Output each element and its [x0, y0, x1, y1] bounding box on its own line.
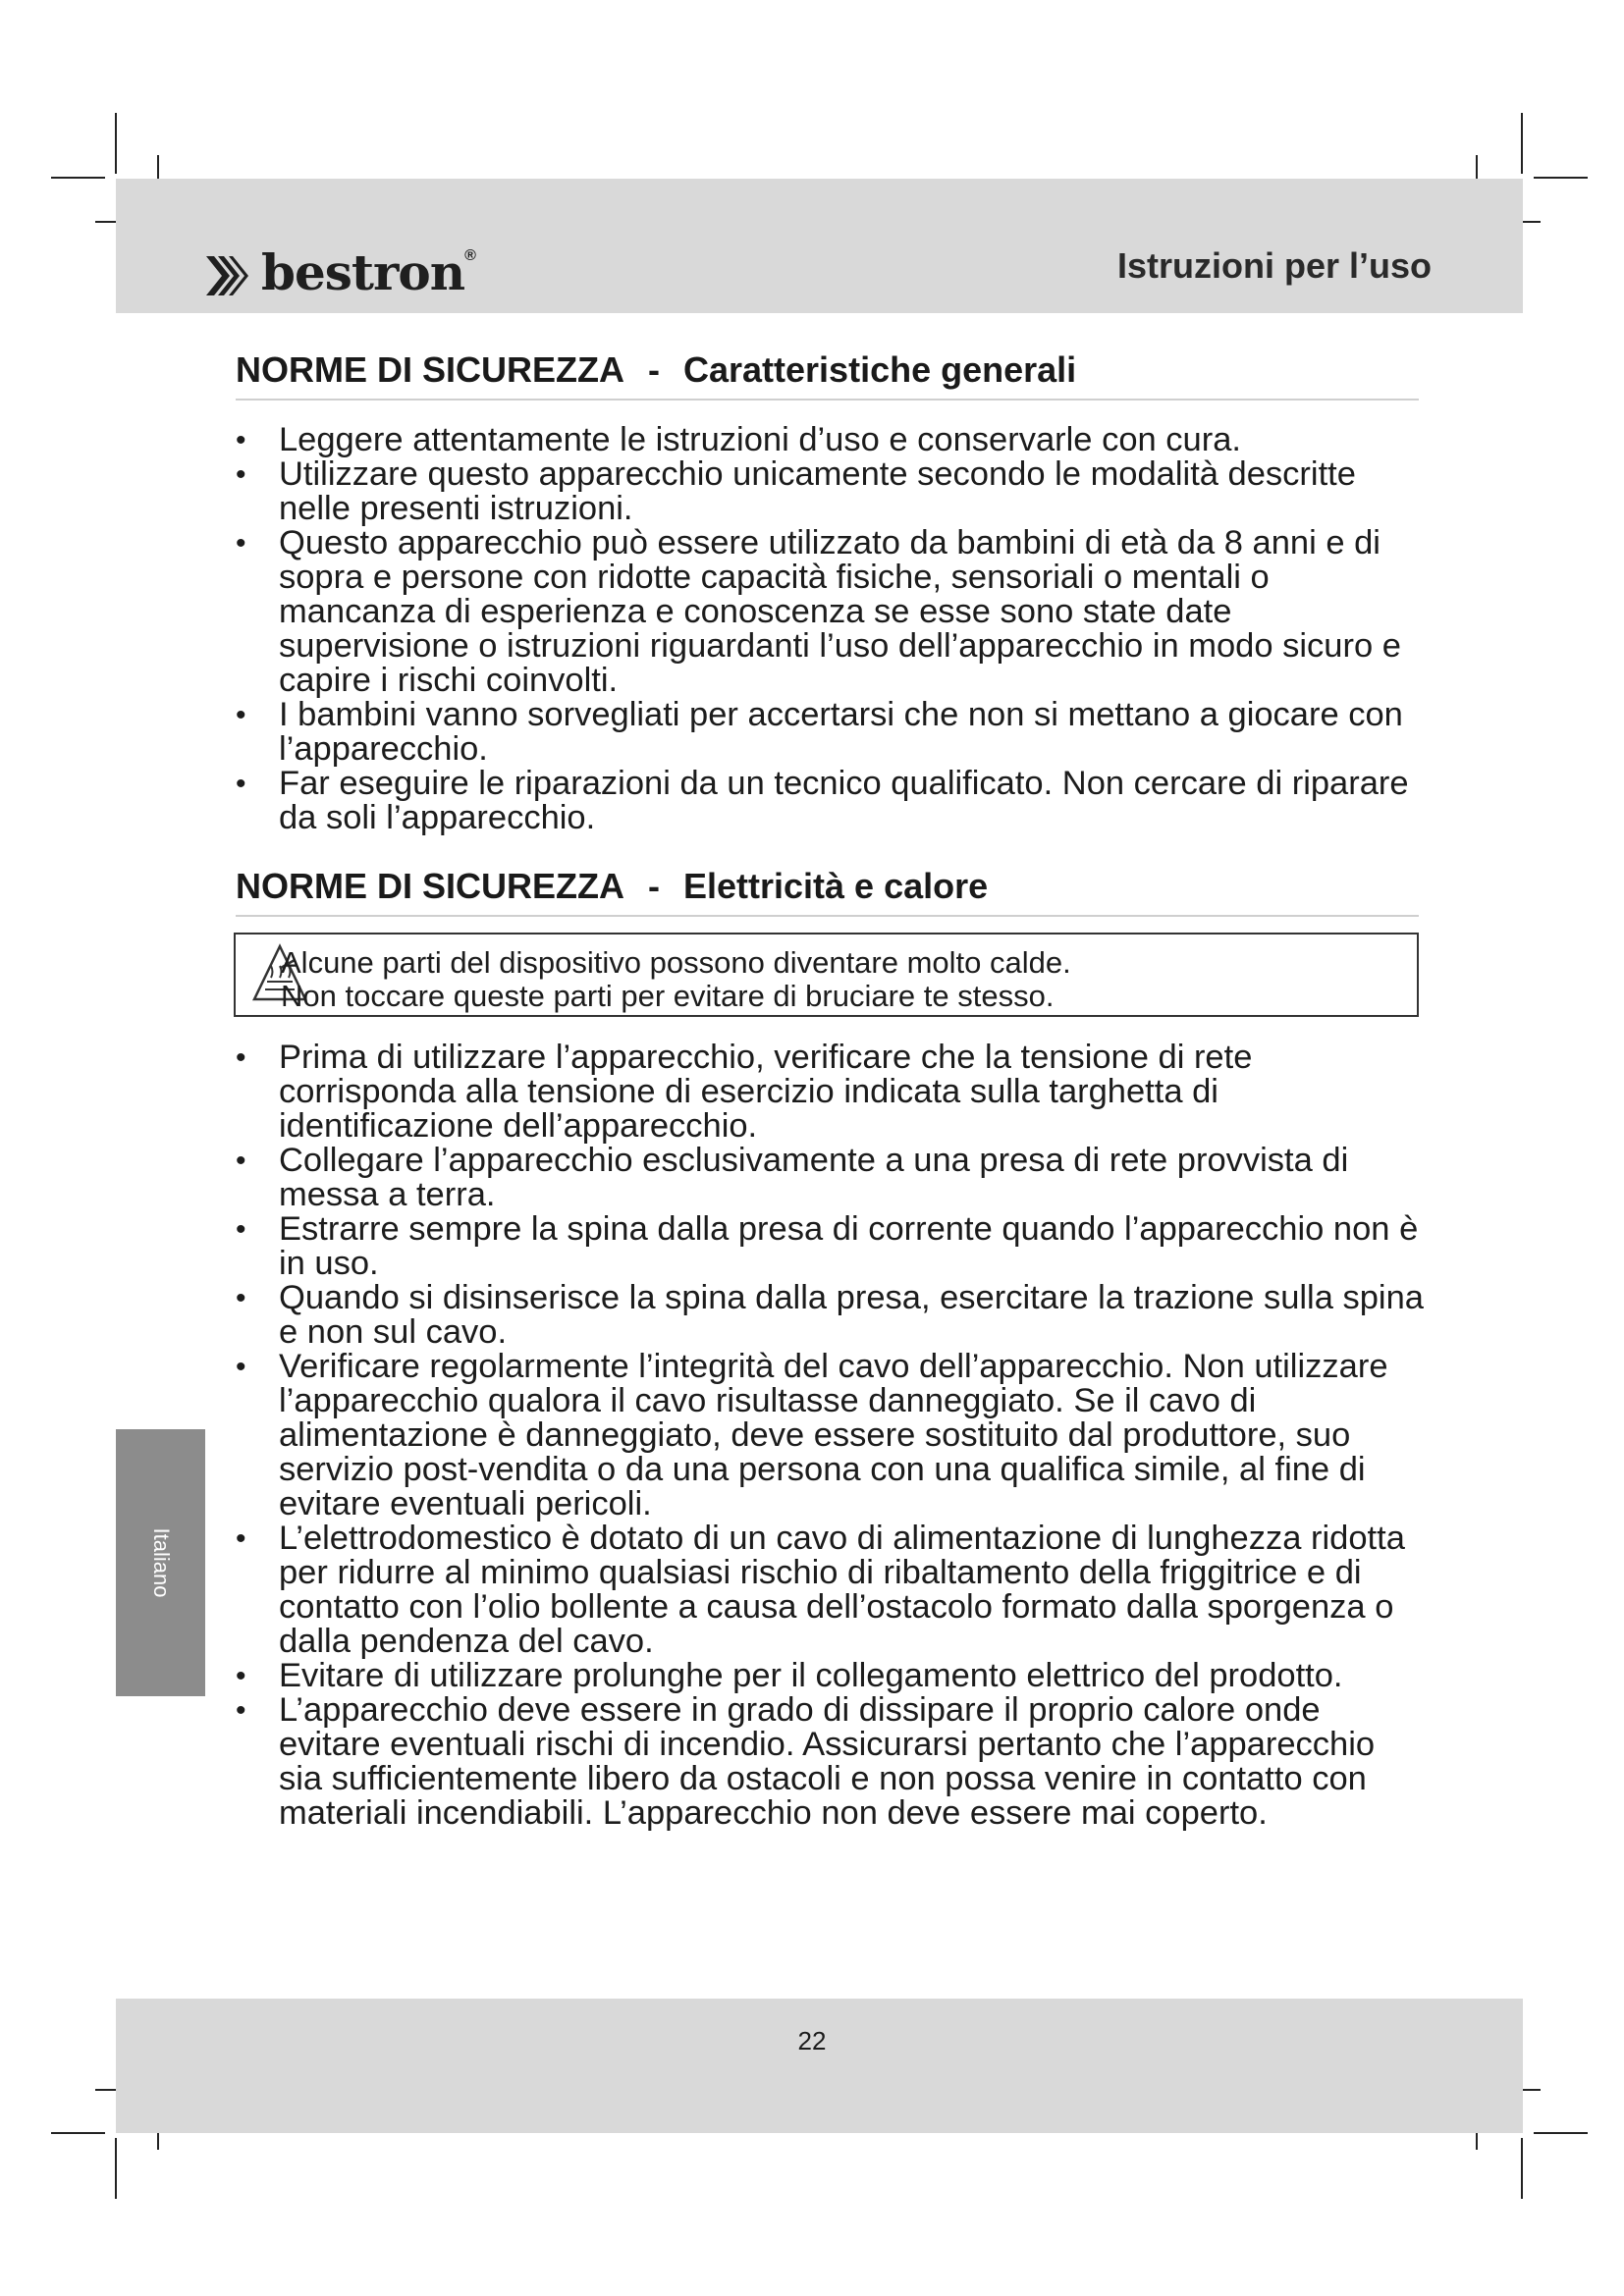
list-item — [236, 526, 1424, 698]
language-tab-label: Italiano — [148, 1527, 174, 1598]
bullet-icon: • — [236, 527, 246, 560]
list-item-text: Leggere attentamente le istruzioni d’uso e conservarle con cura. — [279, 421, 1241, 458]
list-item-text: Questo apparecchio può essere utilizzato da bambini di età da 8 anni e di sopra e persone con ridotte capacità fisiche, sensoriali o mentali o mancanza di esperienza e conoscenza se esse sono state date supervisione o istruzioni riguardanti l’uso dell’apparecchio in modo sicuro e capire i rischi coinvolti. — [279, 524, 1401, 699]
bullet-icon: • — [236, 1282, 246, 1314]
list-item — [236, 1281, 1424, 1350]
list-item — [236, 423, 1424, 457]
brand-logo — [206, 242, 475, 301]
crop-mark — [1534, 2132, 1588, 2134]
electrical-safety-list — [236, 1041, 1424, 1831]
warning-line: Alcune parti del dispositivo possono diventare molto calde. — [281, 945, 1071, 980]
bullet-icon: • — [236, 458, 246, 491]
bullet-icon: • — [236, 768, 246, 800]
list-item-text: L’apparecchio deve essere in grado di dissipare il proprio calore onde evitare eventuali rischi di incendio. Assicurarsi pertanto che l’apparecchio sia sufficientemente libero da ostacoli e non possa venire in contatto con materiali incendiabili. L’apparecchio non deve essere mai coperto. — [279, 1691, 1376, 1832]
list-item-text: Estrarre sempre la spina dalla presa di corrente quando l’apparecchio non è in uso. — [279, 1210, 1419, 1282]
section-title-sub: Elettricità e calore — [683, 866, 989, 906]
bullet-icon: • — [236, 1660, 246, 1692]
footer-band — [116, 1999, 1523, 2133]
brand-name: bestron — [261, 243, 465, 301]
list-item — [236, 1659, 1424, 1693]
crop-mark — [115, 2138, 117, 2199]
list-item-text: Far eseguire le riparazioni da un tecnico qualificato. Non cercare di riparare da soli l’apparecchio. — [279, 765, 1409, 836]
bullet-icon: • — [236, 1351, 246, 1383]
list-item — [236, 1212, 1424, 1281]
section-title-sub: Caratteristiche generali — [683, 349, 1077, 390]
bullet-icon: • — [236, 1522, 246, 1555]
list-item — [236, 698, 1424, 767]
hot-surface-warning — [234, 933, 1419, 1017]
list-item — [236, 1144, 1424, 1212]
section-heading-general — [236, 349, 1419, 400]
list-item-text: Prima di utilizzare l’apparecchio, verificare che la tensione di rete corrisponda alla tensione di esercizio indicata sulla targhetta di identificazione dell’apparecchio. — [279, 1039, 1253, 1145]
registered-mark: ® — [464, 247, 475, 264]
list-item-text: L’elettrodomestico è dotato di un cavo di alimentazione di lunghezza ridotta per ridurre al minimo qualsiasi rischio di ribaltamento della friggitrice e di contatto con l’olio bollente a causa dell’ostacolo formato dalla sporgenza o dalla pendenza del cavo. — [279, 1520, 1405, 1660]
section-separator: - — [648, 349, 660, 390]
crop-mark — [1521, 113, 1523, 174]
crop-mark — [51, 177, 105, 179]
document-title: Istruzioni per l’uso — [1116, 245, 1432, 286]
list-item-text: Collegare l’apparecchio esclusivamente a una presa di rete provvista di messa a terra. — [279, 1142, 1349, 1213]
list-item — [236, 1041, 1424, 1144]
bullet-icon: • — [236, 1213, 246, 1246]
page-number: 22 — [797, 2026, 827, 2056]
list-item — [236, 1522, 1424, 1659]
bullet-icon: • — [236, 424, 246, 456]
crop-mark — [51, 2132, 105, 2134]
list-item — [236, 1693, 1424, 1831]
list-item-text: Utilizzare questo apparecchio unicamente secondo le modalità descritte nelle presenti istruzioni. — [279, 455, 1356, 527]
bullet-icon: • — [236, 1145, 246, 1177]
crop-mark — [1534, 177, 1588, 179]
section-heading-electricity — [236, 866, 1419, 917]
general-safety-list — [236, 423, 1424, 835]
section-title-main: NORME DI SICUREZZA — [236, 349, 624, 390]
section-title-main: NORME DI SICUREZZA — [236, 866, 624, 906]
language-tab — [116, 1429, 205, 1696]
list-item-text: Verificare regolarmente l’integrità del cavo dell’apparecchio. Non utilizzare l’apparecchio qualora il cavo risultasse danneggiato. Se il cavo di alimentazione è danneggiato, deve essere sostituito dal produttore, suo servizio post-vendita o da una persona con una qualifica simile, al fine di evitare eventuali pericoli. — [279, 1348, 1388, 1522]
list-item-text: Evitare di utilizzare prolunghe per il collegamento elettrico del prodotto. — [279, 1657, 1343, 1694]
warning-text — [281, 946, 1071, 1013]
chevrons-icon — [206, 254, 251, 297]
brand-wordmark — [261, 243, 475, 301]
bullet-icon: • — [236, 1041, 246, 1074]
list-item-text: I bambini vanno sorvegliati per accertarsi che non si mettano a giocare con l’apparecchio. — [279, 696, 1403, 768]
list-item — [236, 457, 1424, 526]
bullet-icon: • — [236, 1694, 246, 1727]
list-item — [236, 767, 1424, 835]
warning-line: Non toccare queste parti per evitare di bruciare te stesso. — [281, 979, 1055, 1013]
crop-mark — [1521, 2138, 1523, 2199]
crop-mark — [115, 113, 117, 174]
bullet-icon: • — [236, 699, 246, 731]
list-item-text: Quando si disinserisce la spina dalla presa, esercitare la trazione sulla spina e non sul cavo. — [279, 1279, 1424, 1351]
section-separator: - — [648, 866, 660, 906]
list-item — [236, 1350, 1424, 1522]
